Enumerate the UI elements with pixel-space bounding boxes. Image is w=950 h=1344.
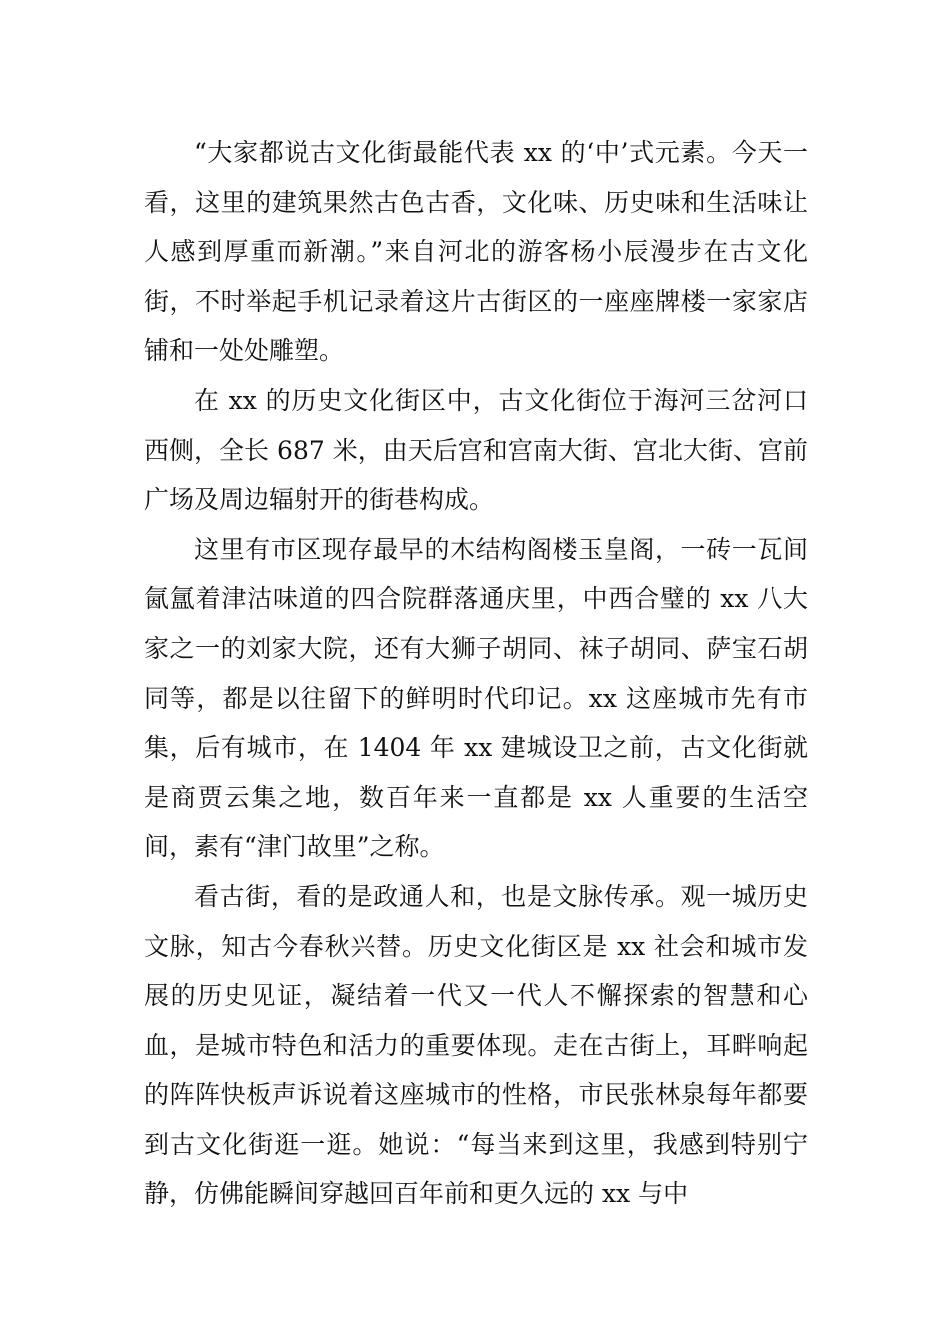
body-text (144, 128, 808, 1219)
paragraph: 看古街，看的是政通人和，也是文脉传承。观一城历史文脉，知古今春秋兴替。历史文化街区是 xx 社会和城市发展的历史见证，凝结着一代又一代人不懈探索的智慧和心血，是城市特色和活力的重要体现。走在古街上，耳畔响起的阵阵快板声诉说着这座城市的性格，市民张林泉每年都要到古文化街逛一逛。她说：“每当来到这里，我感到特别宁静，仿佛能瞬间穿越回百年前和更久远的 xx 与中 (144, 881, 808, 1209)
paragraph: 这里有市区现存最早的木结构阁楼玉皇阁，一砖一瓦间氤氲着津沽味道的四合院群落通庆里，中西合璧的 xx 八大家之一的刘家大院，还有大狮子胡同、袜子胡同、萨宝石胡同等，都是以往留下的鲜明时代印记。xx 这座城市先有市集，后有城市，在 1404 年 xx 建城设卫之前，古文化街就是商贾云集之地，数百年来一直都是 xx 人重要的生活空间，素有“津门故里”之称。 (144, 534, 808, 862)
paragraph: 在 xx 的历史文化街区中，古文化街位于海河三岔河口西侧，全长 687 米，由天后宫和宫南大街、宫北大街、宫前广场及周边辐射开的街巷构成。 (144, 385, 808, 515)
paragraph: “大家都说古文化街最能代表 xx 的‘中’式元素。今天一看，这里的建筑果然古色古香，文化味、历史味和生活味让人感到厚重而新潮。”来自河北的游客杨小辰漫步在古文化街，不时举起手机记录着这片古街区的一座座牌楼一家家店铺和一处处雕塑。 (144, 138, 808, 366)
